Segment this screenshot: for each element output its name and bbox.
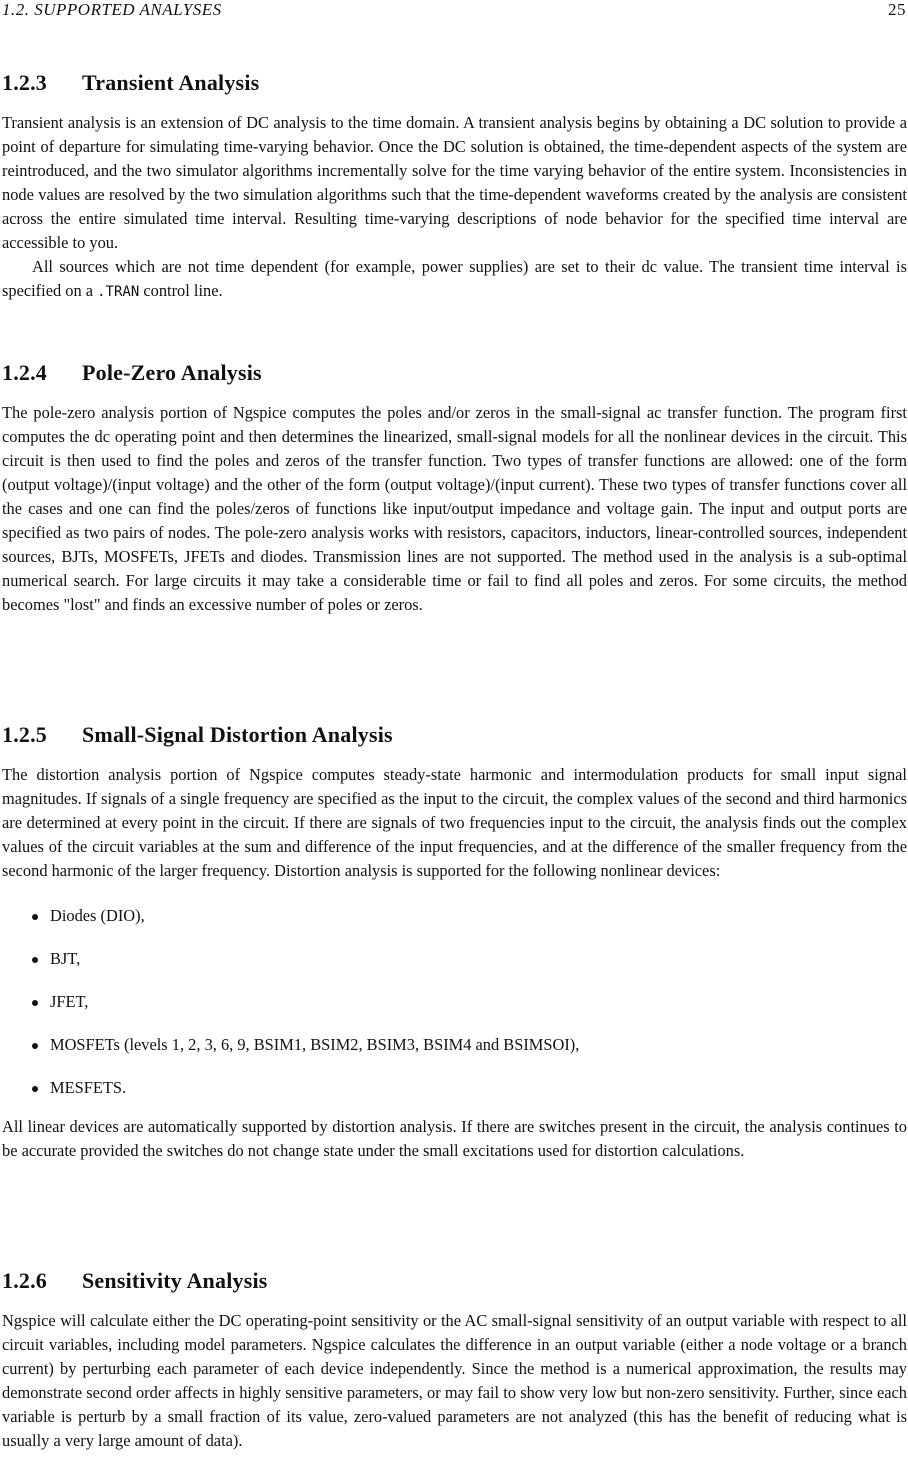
tran-keyword: .TRAN (97, 284, 140, 300)
section-number: 1.2.3 (2, 70, 47, 95)
paragraph: The pole-zero analysis portion of Ngspice computes the poles and/or zeros in the small-signal ac transfer function. The program first computes the dc operating point and then determines the linearized, small-signal models for all the nonlinear devices in the circuit. This circuit is then used to find the poles and zeros of the transfer function. Two types of transfer functions are allowed: one of the form (output voltage)/(input voltage) and the other of the form (output voltage)/(input current). These two types of transfer functions cover all the cases and one can find the poles/zeros of functions like input/output impedance and voltage gain. The input and output ports are specified as two pairs of nodes. The pole-zero analysis works with resistors, capacitors, inductors, linear-controlled sources, independent sources, BJTs, MOSFETs, JFETs and diodes. Transmission lines are not supported. The method used in the analysis is a sub-optimal numerical search. For large circuits it may take a considerable time or fail to find all poles and zeros. For some circuits, the method becomes "lost" and finds an excessive number of poles or zeros. (2, 403, 907, 614)
list-item (2, 990, 907, 1033)
list-item-text: MESFETS. (50, 1078, 127, 1097)
list-item-text: BJT, (50, 949, 81, 968)
section-title: Transient Analysis (82, 70, 260, 95)
section-heading (2, 1268, 907, 1294)
section-heading (2, 722, 907, 748)
section-title: Sensitivity Analysis (82, 1268, 268, 1293)
paragraph: The distortion analysis portion of Ngspice computes steady-state harmonic and intermodulation products for small input signal magnitudes. If signals of a single frequency are specified as the input to the circuit, the complex values of the second and third harmonics are determined at every point in the circuit. If there are signals of two frequencies input to the circuit, the analysis finds out the complex values of the circuit variables at the sum and difference of the input frequencies, and at the difference of the smaller frequency from the second harmonic of the larger frequency. Distortion analysis is supported for the following nonlinear devices: (2, 765, 907, 880)
section-heading (2, 70, 907, 96)
section-pole-zero-analysis (2, 360, 907, 617)
paragraph-text: All sources which are not time dependent (for example, power supplies) are set to their dc value. The transient time interval is specified on a (2, 257, 907, 300)
section-sensitivity-analysis (2, 1268, 907, 1453)
section-number: 1.2.5 (2, 722, 47, 747)
list-item (2, 947, 907, 990)
paragraph: All linear devices are automatically supported by distortion analysis. If there are switches present in the circuit, the analysis continues to be accurate provided the switches do not change state under the small excitations used for distortion calculations. (2, 1117, 907, 1160)
list-item-text: JFET, (50, 992, 89, 1011)
device-list (2, 904, 907, 1119)
section-transient-analysis (2, 70, 907, 304)
chapter-title: 1.2. SUPPORTED ANALYSES (2, 0, 222, 19)
bullet-icon (32, 914, 38, 920)
bullet-icon (32, 1086, 38, 1092)
section-title: Small-Signal Distortion Analysis (82, 722, 393, 747)
bullet-icon (32, 1000, 38, 1006)
paragraph-text: control line. (139, 281, 223, 300)
section-heading (2, 360, 907, 386)
section-number: 1.2.6 (2, 1268, 47, 1293)
paragraph: Transient analysis is an extension of DC analysis to the time domain. A transient analysis begins by obtaining a DC solution to provide a point of departure for simulating time-varying behavior. Once the DC solution is obtained, the time-dependent aspects of the system are reintroduced, and the two simulator algorithms incrementally solve for the time varying behavior of the entire system. Inconsistencies in node values are resolved by the two simulation algorithms such that the time-dependent waveforms created by the analysis are consistent across the entire simulated time interval. Resulting time-varying descriptions of node behavior for the specified time interval are accessible to you. (2, 113, 907, 252)
list-item (2, 1033, 907, 1076)
paragraph (2, 255, 907, 304)
running-header (2, 0, 906, 20)
section-title: Pole-Zero Analysis (82, 360, 262, 385)
list-item (2, 904, 907, 947)
bullet-icon (32, 1043, 38, 1049)
list-item-text: Diodes (DIO), (50, 906, 145, 925)
list-item (2, 1076, 907, 1119)
list-item-text: MOSFETs (levels 1, 2, 3, 6, 9, BSIM1, BSIM2, BSIM3, BSIM4 and BSIMSOI), (50, 1035, 580, 1054)
section-distortion-analysis (2, 722, 907, 1163)
bullet-icon (32, 957, 38, 963)
page-number: 25 (888, 0, 906, 19)
section-number: 1.2.4 (2, 360, 47, 385)
paragraph: Ngspice will calculate either the DC operating-point sensitivity or the AC small-signal sensitivity of an output variable with respect to all circuit variables, including model parameters. Ngspice calculates the difference in an output variable (either a node voltage or a branch current) by perturbing each parameter of each device independently. Since the method is a numerical approximation, the results may demonstrate second order affects in highly sensitive parameters, or may fail to show very low but non-zero sensitivity. Further, since each variable is perturb by a small fraction of its value, zero-valued parameters are not analyzed (this has the benefit of reducing what is usually a very large amount of data). (2, 1311, 907, 1450)
